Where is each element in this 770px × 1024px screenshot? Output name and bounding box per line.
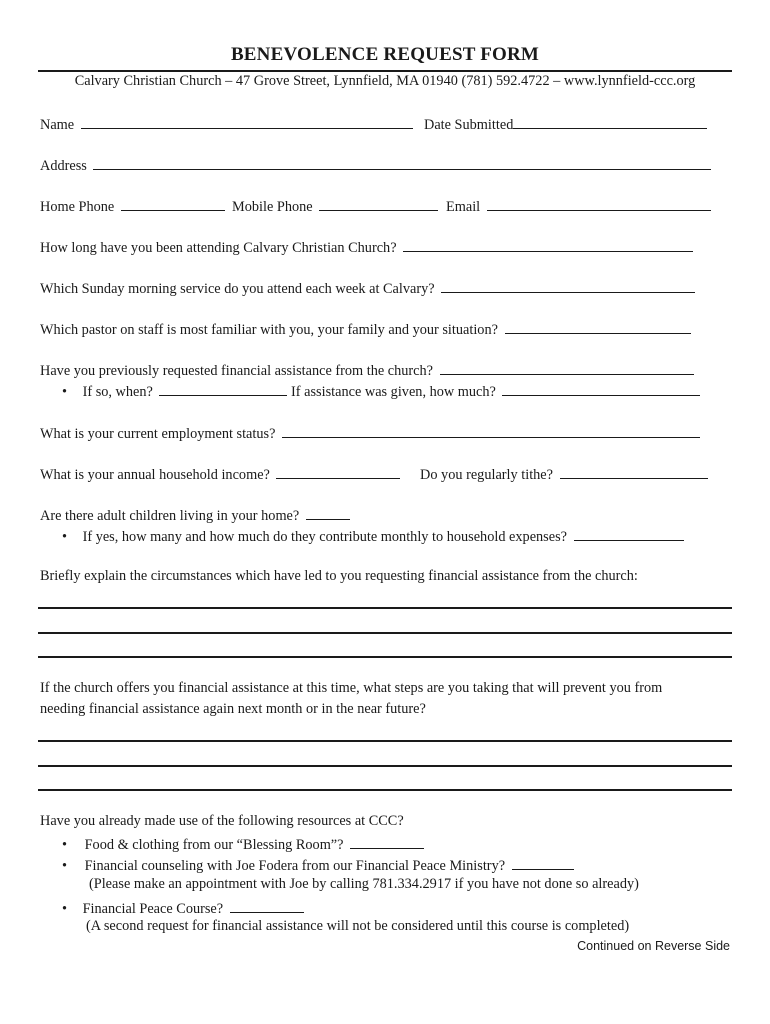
date-submitted-label: Date Submitted [424, 117, 514, 133]
resource-food-row [62, 834, 424, 854]
bullet-icon: • [62, 901, 68, 917]
mobile-row [232, 196, 438, 216]
tithe-field[interactable] [560, 464, 708, 479]
address-field[interactable] [93, 155, 711, 170]
resource-food-label: Food & clothing from our “Blessing Room”? [84, 837, 344, 853]
resource-course-note: (A second request for financial assistance will not be considered until this course is completed) [86, 918, 630, 934]
previous-amount-label: If assistance was given, how much? [291, 384, 496, 400]
previous-when-field[interactable] [159, 381, 287, 396]
mobile-phone-label: Mobile Phone [232, 199, 313, 215]
employment-question: What is your current employment status? [40, 426, 276, 442]
previous-question: Have you previously requested financial assistance from the church? [40, 363, 434, 379]
circumstances-answer-line[interactable] [38, 656, 732, 658]
circumstances-question: Briefly explain the circumstances which have led to you requesting financial assistance from the church: [40, 568, 638, 584]
mobile-phone-field[interactable] [319, 196, 438, 211]
resource-counseling-label: Financial counseling with Joe Fodera from our Financial Peace Ministry? [84, 858, 506, 874]
email-row [446, 196, 711, 216]
service-row [40, 278, 695, 298]
tithe-row [420, 464, 708, 484]
adult-children-question: Are there adult children living in your home? [40, 508, 300, 524]
attending-row [40, 237, 693, 257]
resource-course-label: Financial Peace Course? [82, 901, 224, 917]
adult-children-field[interactable] [306, 505, 350, 520]
previous-when-row [62, 381, 700, 401]
resource-counseling-row [62, 855, 574, 875]
church-address: Calvary Christian Church – 47 Grove Street, Lynnfield, MA 01940 (781) 592.4722 – www.lynnfield-ccc.org [74, 73, 696, 89]
steps-question-line-1: If the church offers you financial assistance at this time, what steps are you taking that will prevent you from [40, 680, 663, 696]
name-field[interactable] [81, 114, 413, 129]
steps-answer-line[interactable] [38, 765, 732, 767]
adult-children-contrib-field[interactable] [574, 526, 684, 541]
form-title: BENEVOLENCE REQUEST FORM [230, 44, 540, 65]
steps-answer-line[interactable] [38, 740, 732, 742]
employment-row [40, 423, 700, 443]
resource-course-row [62, 898, 304, 918]
email-field[interactable] [487, 196, 711, 211]
employment-field[interactable] [282, 423, 700, 438]
previous-amount-field[interactable] [502, 381, 700, 396]
resource-counseling-note: (Please make an appointment with Joe by calling 781.334.2917 if you have not done so already) [89, 876, 639, 892]
continued-note: Continued on Reverse Side [577, 939, 730, 953]
resource-counseling-field[interactable] [512, 855, 574, 870]
attending-question: How long have you been attending Calvary Christian Church? [40, 240, 397, 256]
pastor-question: Which pastor on staff is most familiar with you, your family and your situation? [40, 322, 498, 338]
attending-field[interactable] [403, 237, 693, 252]
service-field[interactable] [441, 278, 695, 293]
date-row [424, 114, 707, 134]
adult-children-contrib-row [62, 526, 684, 546]
name-row [40, 114, 413, 134]
resource-food-field[interactable] [350, 834, 424, 849]
date-submitted-field[interactable] [513, 114, 707, 129]
tithe-question: Do you regularly tithe? [420, 467, 554, 483]
resource-course-field[interactable] [230, 898, 304, 913]
bullet-icon: • [62, 837, 68, 853]
adult-children-contrib-question: If yes, how many and how much do they contribute monthly to household expenses? [82, 529, 568, 545]
address-row [40, 155, 711, 175]
income-row [40, 464, 400, 484]
home-phone-label: Home Phone [40, 199, 115, 215]
name-label: Name [40, 117, 75, 133]
adult-children-row [40, 505, 350, 525]
address-label: Address [40, 158, 87, 174]
income-field[interactable] [276, 464, 400, 479]
phone-row [40, 196, 225, 216]
circumstances-answer-line[interactable] [38, 607, 732, 609]
previous-row [40, 360, 694, 380]
steps-answer-line[interactable] [38, 789, 732, 791]
previous-field[interactable] [440, 360, 694, 375]
steps-question-line-2: needing financial assistance again next month or in the near future? [40, 701, 426, 717]
pastor-row [40, 319, 691, 339]
bullet-icon: • [62, 858, 68, 874]
circumstances-answer-line[interactable] [38, 632, 732, 634]
service-question: Which Sunday morning service do you attend each week at Calvary? [40, 281, 435, 297]
previous-when-label: If so, when? [82, 384, 153, 400]
resources-intro: Have you already made use of the following resources at CCC? [40, 813, 404, 829]
email-label: Email [446, 199, 481, 215]
pastor-field[interactable] [505, 319, 691, 334]
home-phone-field[interactable] [121, 196, 225, 211]
bullet-icon: • [62, 384, 68, 400]
header-divider [38, 70, 732, 72]
income-question: What is your annual household income? [40, 467, 270, 483]
bullet-icon: • [62, 529, 68, 545]
